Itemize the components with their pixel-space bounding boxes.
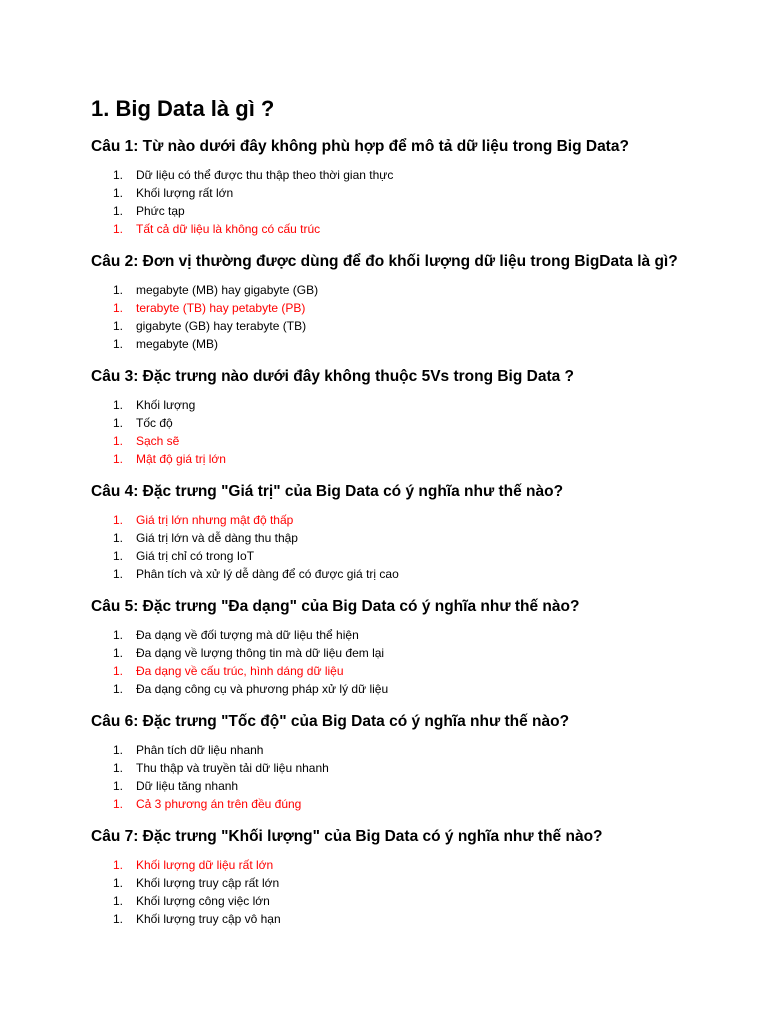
answer-list bbox=[91, 166, 751, 238]
answer-item bbox=[91, 741, 751, 759]
answer-list bbox=[91, 281, 751, 353]
question-block bbox=[91, 136, 751, 238]
answer-text: Khối lượng công việc lớn bbox=[136, 894, 270, 908]
answer-text: Giá trị lớn nhưng mật độ thấp bbox=[136, 513, 294, 527]
answer-number: 1. bbox=[113, 743, 124, 757]
question-heading: Câu 5: Đặc trưng "Đa dạng" của Big Data có ý nghĩa như thế nào? bbox=[91, 598, 580, 615]
answer-item bbox=[91, 547, 751, 565]
question-heading: Câu 2: Đơn vị thường được dùng để đo khối lượng dữ liệu trong BigData là gì? bbox=[91, 253, 678, 270]
answer-text: Sạch sẽ bbox=[136, 434, 180, 448]
answer-number: 1. bbox=[113, 513, 124, 527]
answer-text: gigabyte (GB) hay terabyte (TB) bbox=[136, 319, 307, 333]
answer-text: terabyte (TB) hay petabyte (PB) bbox=[136, 301, 306, 315]
answer-item bbox=[91, 626, 751, 644]
answer-text: Phân tích dữ liệu nhanh bbox=[136, 743, 264, 757]
answer-text: Đa dạng về lượng thông tin mà dữ liệu đem lại bbox=[136, 646, 385, 660]
answer-item bbox=[91, 565, 751, 583]
answer-text: megabyte (MB) bbox=[136, 337, 219, 351]
answer-list bbox=[91, 396, 751, 468]
answer-number: 1. bbox=[113, 549, 124, 563]
answer-text: Cả 3 phương án trên đều đúng bbox=[136, 797, 302, 811]
answer-item bbox=[91, 396, 751, 414]
question-heading: Câu 4: Đặc trưng "Giá trị" của Big Data có ý nghĩa như thế nào? bbox=[91, 483, 564, 500]
answer-text: Đa dạng về đối tượng mà dữ liệu thể hiện bbox=[136, 628, 359, 642]
answer-number: 1. bbox=[113, 301, 124, 315]
answer-item-correct bbox=[91, 432, 751, 450]
question-heading: Câu 7: Đặc trưng "Khối lượng" của Big Data có ý nghĩa như thế nào? bbox=[91, 828, 603, 845]
answer-list bbox=[91, 741, 751, 813]
answer-number: 1. bbox=[113, 204, 124, 218]
question-heading: Câu 1: Từ nào dưới đây không phù hợp để mô tả dữ liệu trong Big Data? bbox=[91, 138, 629, 155]
answer-list bbox=[91, 511, 751, 583]
answer-number: 1. bbox=[113, 664, 124, 678]
question-block bbox=[91, 366, 751, 468]
answer-item bbox=[91, 777, 751, 795]
answer-item bbox=[91, 202, 751, 220]
question-block bbox=[91, 826, 751, 928]
answer-number: 1. bbox=[113, 531, 124, 545]
answer-number: 1. bbox=[113, 416, 124, 430]
answer-text: Dữ liệu tăng nhanh bbox=[136, 779, 239, 793]
answer-item bbox=[91, 644, 751, 662]
answer-number: 1. bbox=[113, 858, 124, 872]
question-block bbox=[91, 481, 751, 583]
answer-number: 1. bbox=[113, 283, 124, 297]
answer-text: Dữ liệu có thể được thu thập theo thời gian thực bbox=[136, 168, 394, 182]
answer-item bbox=[91, 317, 751, 335]
answer-item bbox=[91, 414, 751, 432]
answer-text: megabyte (MB) hay gigabyte (GB) bbox=[136, 283, 319, 297]
section-title: 1. Big Data là gì ? bbox=[91, 96, 275, 121]
answer-text: Khối lượng dữ liệu rất lớn bbox=[136, 858, 274, 872]
answer-item-correct bbox=[91, 220, 751, 238]
answer-text: Khối lượng rất lớn bbox=[136, 186, 234, 200]
answer-item-correct bbox=[91, 299, 751, 317]
answer-list bbox=[91, 626, 751, 698]
answer-text: Phức tạp bbox=[136, 204, 185, 218]
answer-text: Khối lượng truy cập rất lớn bbox=[136, 876, 280, 890]
answer-text: Thu thập và truyền tải dữ liệu nhanh bbox=[136, 761, 329, 775]
answer-item bbox=[91, 335, 751, 353]
answer-item bbox=[91, 166, 751, 184]
answer-item bbox=[91, 759, 751, 777]
answer-text: Giá trị chỉ có trong IoT bbox=[136, 549, 255, 563]
answer-number: 1. bbox=[113, 168, 124, 182]
answer-number: 1. bbox=[113, 186, 124, 200]
answer-text: Đa dạng về cấu trúc, hình dáng dữ liệu bbox=[136, 664, 344, 678]
answer-text: Tất cả dữ liệu là không có cấu trúc bbox=[136, 222, 321, 236]
answer-number: 1. bbox=[113, 761, 124, 775]
answer-item-correct bbox=[91, 662, 751, 680]
answer-text: Khối lượng truy cập vô hạn bbox=[136, 912, 281, 926]
answer-item bbox=[91, 281, 751, 299]
answer-item-correct bbox=[91, 511, 751, 529]
question-heading: Câu 6: Đặc trưng "Tốc độ" của Big Data có ý nghĩa như thế nào? bbox=[91, 713, 570, 730]
answer-number: 1. bbox=[113, 567, 124, 581]
answer-text: Tốc độ bbox=[136, 416, 173, 430]
answer-number: 1. bbox=[113, 222, 124, 236]
answer-number: 1. bbox=[113, 682, 124, 696]
answer-text: Đa dạng công cụ và phương pháp xử lý dữ liệu bbox=[136, 682, 389, 696]
answer-number: 1. bbox=[113, 779, 124, 793]
answer-number: 1. bbox=[113, 337, 124, 351]
question-block bbox=[91, 711, 751, 813]
answer-item bbox=[91, 529, 751, 547]
answer-number: 1. bbox=[113, 398, 124, 412]
answer-item bbox=[91, 184, 751, 202]
answer-item-correct bbox=[91, 450, 751, 468]
answer-text: Mật độ giá trị lớn bbox=[136, 452, 226, 466]
answer-item bbox=[91, 680, 751, 698]
question-heading: Câu 3: Đặc trưng nào dưới đây không thuộc 5Vs trong Big Data ? bbox=[91, 368, 575, 385]
answer-text: Giá trị lớn và dễ dàng thu thập bbox=[136, 531, 298, 545]
answer-number: 1. bbox=[113, 912, 124, 926]
answer-item-correct bbox=[91, 856, 751, 874]
answer-number: 1. bbox=[113, 894, 124, 908]
answer-list bbox=[91, 856, 751, 928]
answer-number: 1. bbox=[113, 628, 124, 642]
answer-item-correct bbox=[91, 795, 751, 813]
answer-number: 1. bbox=[113, 452, 124, 466]
answer-item bbox=[91, 892, 751, 910]
answer-number: 1. bbox=[113, 646, 124, 660]
question-block bbox=[91, 596, 751, 698]
answer-number: 1. bbox=[113, 434, 124, 448]
answer-text: Khối lượng bbox=[136, 398, 196, 412]
answer-number: 1. bbox=[113, 797, 124, 811]
answer-number: 1. bbox=[113, 876, 124, 890]
answer-number: 1. bbox=[113, 319, 124, 333]
answer-item bbox=[91, 910, 751, 928]
question-block bbox=[91, 251, 751, 353]
answer-item bbox=[91, 874, 751, 892]
answer-text: Phân tích và xử lý dễ dàng để có được giá trị cao bbox=[136, 567, 399, 581]
